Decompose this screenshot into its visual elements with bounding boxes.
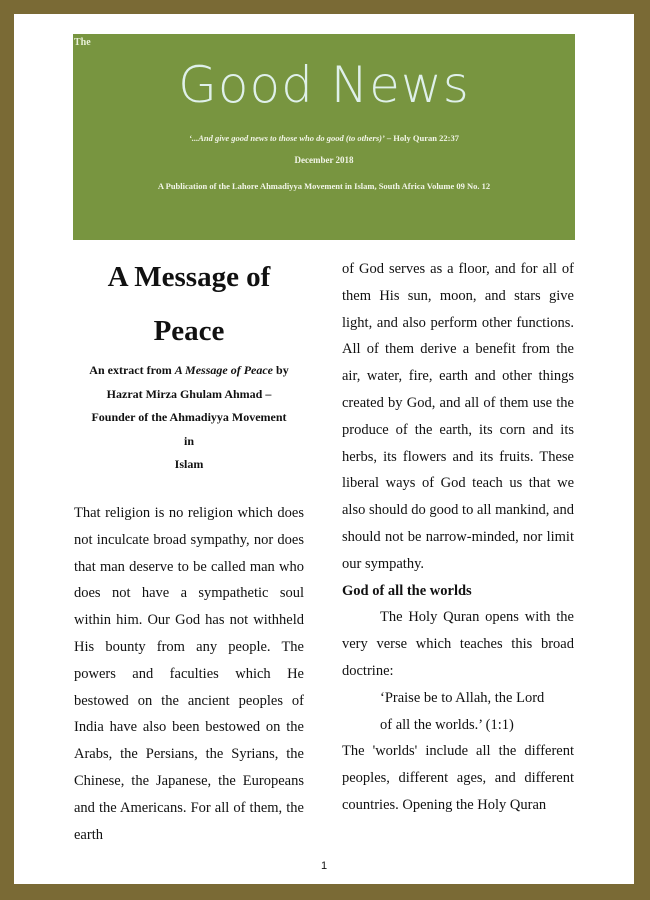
article-title-line2: Peace bbox=[153, 315, 225, 347]
right-column-text bbox=[342, 256, 574, 819]
verse-quote: ‘...And give good news to those who do good (to others)’ bbox=[189, 133, 385, 143]
paragraph-right-3: The 'worlds' include all the different peoples, different ages, and different countries. Opening the Holy Quran bbox=[342, 743, 574, 813]
extract-prefix: An extract from bbox=[89, 363, 175, 377]
article-title-line1: A Message of bbox=[107, 261, 271, 293]
page-number: 1 bbox=[320, 860, 328, 872]
article-byline bbox=[74, 359, 304, 477]
byline-line-4: in bbox=[183, 433, 194, 448]
byline-line-5: Islam bbox=[174, 457, 204, 471]
issue-date: December 2018 bbox=[294, 155, 354, 165]
paragraph-right-1: of God serves as a floor, and for all of them His sun, moon, and stars give light, and also perform other functions. All of them derive a benefit from the air, water, fire, earth and other things created by God, and all of them use the produce of the earth, its corn and its herbs, its flowers and its fruits. These liberal ways of God teach us that we also should do good to all mankind, and should not be narrow-minded, nor limit our sympathy. bbox=[342, 261, 574, 572]
byline-line-1 bbox=[74, 359, 304, 383]
article-heading-block bbox=[74, 250, 304, 477]
byline-line-2: Hazrat Mirza Ghulam Ahmad – bbox=[106, 386, 272, 401]
paragraph-right-2: The Holy Quran opens with the very verse which teaches this broad doctrine: bbox=[342, 609, 574, 679]
masthead-verse bbox=[73, 133, 575, 143]
verse-reference: – Holy Quran 22:37 bbox=[384, 133, 459, 143]
extract-by: by bbox=[273, 363, 289, 377]
quran-quote-line-2: of all the worlds.’ (1:1) bbox=[380, 716, 514, 733]
byline-line-3: Founder of the Ahmadiyya Movement bbox=[91, 410, 287, 424]
masthead-the-label: The bbox=[74, 37, 91, 48]
extract-book-title: A Message of Peace bbox=[174, 363, 274, 377]
paragraph-left: That religion is no religion which does not inculcate broad sympathy, nor does that man deserve to be called man who does not have a sympathetic soul within him. Our God has not withheld His bounty from any people. The powers and faculties which He bestowed on the ancient peoples of India have also been bestowed on the Arabs, the Persians, the Syrians, the Chinese, the Japanese, the Europeans and the Americans. For all of them, the earth bbox=[74, 505, 304, 843]
masthead-banner bbox=[73, 34, 575, 240]
quran-quote-line-1: ‘Praise be to Allah, the Lord bbox=[380, 689, 545, 706]
left-column-text bbox=[74, 500, 304, 848]
publication-line: A Publication of the Lahore Ahmadiyya Movement in Islam, South Africa Volume 09 No. 12 bbox=[157, 181, 491, 191]
masthead-title: Good News bbox=[178, 56, 470, 114]
section-heading: God of all the worlds bbox=[342, 582, 472, 599]
document-page bbox=[14, 14, 634, 884]
